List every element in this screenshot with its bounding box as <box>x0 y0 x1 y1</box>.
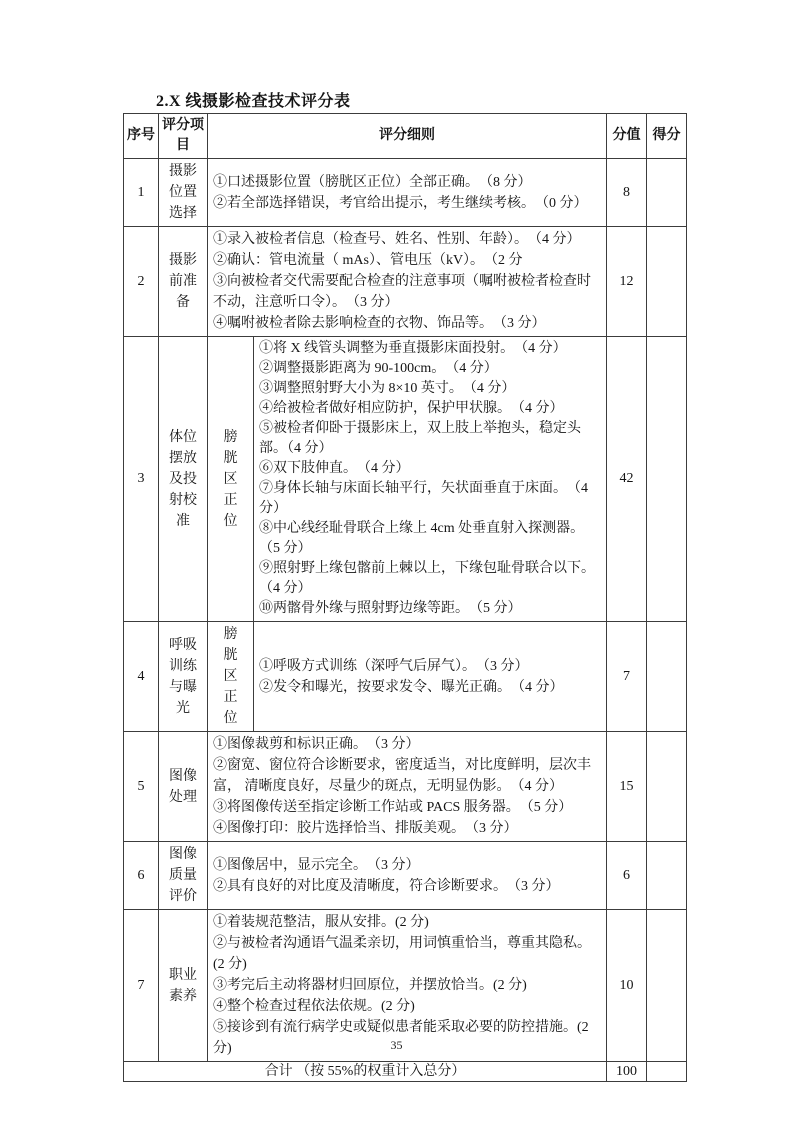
row-details <box>208 732 607 842</box>
detail-line: ⑤接诊到有流行病学史或疑似患者能采取必要的防控措施。(2 分) <box>213 1020 589 1056</box>
detail-line: ①着装规范整洁，服从安排。(2 分) <box>213 915 429 930</box>
row-earned <box>647 159 687 227</box>
detail-line: ②具有良好的对比度及清晰度，符合诊断要求。 （3 分） <box>213 878 560 894</box>
row-details <box>208 227 607 337</box>
row-score: 6 <box>607 842 647 910</box>
table-row <box>124 732 687 842</box>
header-earned: 得分 <box>647 114 687 159</box>
total-earned <box>647 1062 687 1082</box>
header-criteria: 评分细则 <box>208 114 607 159</box>
row-item: 呼吸训练与曝光 <box>159 622 208 732</box>
total-row <box>124 1062 687 1082</box>
row-item: 摄影前准备 <box>159 227 208 337</box>
row-no: 1 <box>124 159 159 227</box>
detail-line: ①呼吸方式训练（深呼气后屏气）。 （3 分） <box>259 658 529 674</box>
row-subitem: 膀胱区正位 <box>208 622 254 732</box>
row-score: 42 <box>607 337 647 622</box>
row-item: 图像质量评价 <box>159 842 208 910</box>
row-details <box>208 159 607 227</box>
total-score: 100 <box>607 1062 647 1082</box>
row-details <box>254 622 607 732</box>
detail-line: ③考完后主动将器材归回原位，并摆放恰当。(2 分) <box>213 978 527 993</box>
row-subitem: 膀胱区正位 <box>208 337 254 622</box>
detail-line: ⑨照射野上缘包髂前上棘以上，下缘包耻骨联合以下。 （4 分） <box>259 561 602 596</box>
table-row <box>124 842 687 910</box>
header-row <box>124 114 687 159</box>
detail-line: ①将 X 线管头调整为垂直摄影床面投射。 （4 分） <box>259 341 567 356</box>
header-item: 评分项目 <box>159 114 208 159</box>
page-number: 35 <box>390 1038 403 1052</box>
detail-line: ②若全部选择错误，考官给出提示，考生继续考核。 （0 分） <box>213 195 588 211</box>
detail-line: ④嘱咐被检者除去影响检查的衣物、饰品等。 （3 分） <box>213 316 546 331</box>
row-no: 4 <box>124 622 159 732</box>
detail-line: ②发令和曝光，按要求发令、曝光正确。 （4 分） <box>259 679 564 695</box>
table-row <box>124 622 687 732</box>
row-item: 摄影位置选择 <box>159 159 208 227</box>
row-score: 8 <box>607 159 647 227</box>
table-row <box>124 227 687 337</box>
row-score: 7 <box>607 622 647 732</box>
row-earned <box>647 227 687 337</box>
detail-line: ②调整摄影距离为 90-100cm。 （4 分） <box>259 361 498 376</box>
table-row <box>124 337 687 622</box>
detail-line: ⑥双下肢伸直。 （4 分） <box>259 461 410 476</box>
detail-line: ①录入被检者信息（检查号、姓名、性别、年龄）。 （4 分） <box>213 232 581 247</box>
row-item: 职业素养 <box>159 910 208 1062</box>
detail-line: ②确认：管电流量（ mAs）、管电压（kV）。 （2 分 <box>213 253 523 268</box>
detail-line: ⑩两髂骨外缘与照射野边缘等距。 （5 分） <box>259 601 522 616</box>
detail-line: ④给被检者做好相应防护，保护甲状腺。 （4 分） <box>259 401 564 416</box>
page-title: 2.X 线摄影检查技术评分表 <box>156 93 351 110</box>
row-no: 3 <box>124 337 159 622</box>
row-earned <box>647 732 687 842</box>
row-earned <box>647 842 687 910</box>
detail-line: ②窗宽、窗位符合诊断要求，密度适当，对比度鲜明，层次丰富， 清晰度良好，尽量少的斑点，无明显伪影。 （4 分） <box>213 758 591 794</box>
row-score: 15 <box>607 732 647 842</box>
table-row <box>124 159 687 227</box>
detail-line: ①图像居中，显示完全。 （3 分） <box>213 857 420 873</box>
row-no: 7 <box>124 910 159 1062</box>
row-no: 2 <box>124 227 159 337</box>
row-details <box>254 337 607 622</box>
detail-line: ③调整照射野大小为 8×10 英寸。 （4 分） <box>259 381 516 396</box>
scoring-table <box>123 113 687 1082</box>
detail-line: ①图像裁剪和标识正确。 （3 分） <box>213 737 420 752</box>
detail-line: ⑧中心线经耻骨联合上缘上 4cm 处垂直射入探测器。 （5 分） <box>259 521 592 556</box>
detail-line: ⑤被检者仰卧于摄影床上，双上肢上举抱头，稳定头部。（4 分） <box>259 421 581 456</box>
detail-line: ③向被检者交代需要配合检查的注意事项（嘱咐被检者检查时不动，注意听口令）。 （3 分） <box>213 274 591 310</box>
detail-line: ④整个检查过程依法依规。(2 分) <box>213 999 415 1014</box>
row-no: 5 <box>124 732 159 842</box>
total-label: 合计 （按 55%的权重计入总分） <box>124 1062 607 1082</box>
row-no: 6 <box>124 842 159 910</box>
row-details <box>208 842 607 910</box>
detail-line: ③将图像传送至指定诊断工作站或 PACS 服务器。 （5 分） <box>213 800 573 815</box>
detail-line: ②与被检者沟通语气温柔亲切，用词慎重恰当，尊重其隐私。(2 分) <box>213 936 591 972</box>
row-score: 10 <box>607 910 647 1062</box>
row-earned <box>647 622 687 732</box>
row-score: 12 <box>607 227 647 337</box>
header-no: 序号 <box>124 114 159 159</box>
row-earned <box>647 337 687 622</box>
detail-line: ④图像打印：胶片选择恰当、排版美观。 （3 分） <box>213 821 518 836</box>
detail-line: ⑦身体长轴与床面长轴平行，矢状面垂直于床面。 （4 分） <box>259 481 588 516</box>
row-item: 图像处理 <box>159 732 208 842</box>
row-item: 体位摆放及投射校准 <box>159 337 208 622</box>
header-score: 分值 <box>607 114 647 159</box>
detail-line: ①口述摄影位置（膀胱区正位）全部正确。 （8 分） <box>213 174 532 190</box>
